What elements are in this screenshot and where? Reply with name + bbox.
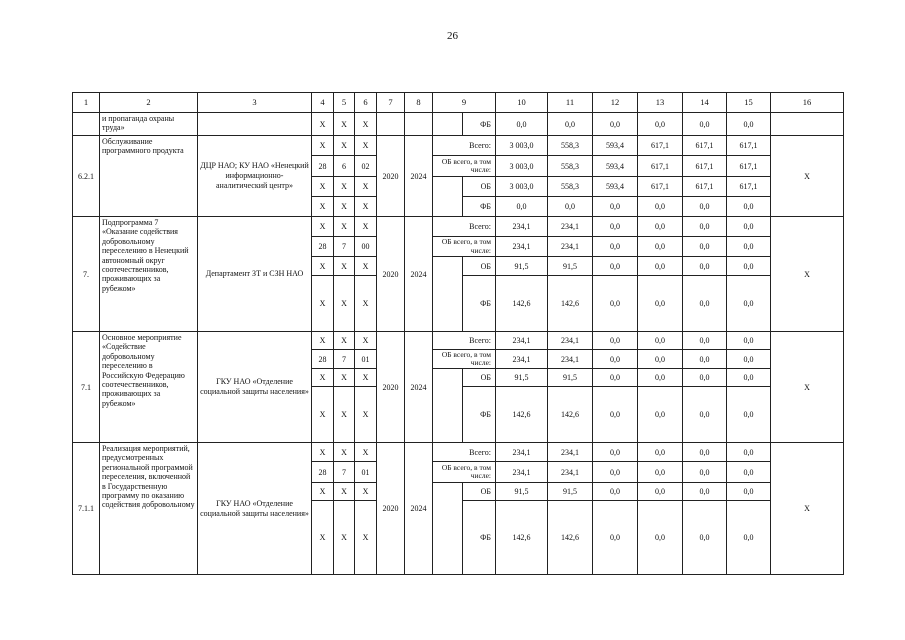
cell-source: ФБ <box>463 387 496 443</box>
cell-source: ФБ <box>463 276 496 332</box>
cell-c5: 6 <box>334 156 355 177</box>
table-row <box>73 217 844 237</box>
cell-value: 0,0 <box>683 501 727 575</box>
cell-c4: Х <box>312 136 334 156</box>
cell-num: 7.1 <box>73 332 100 443</box>
cell-blank <box>433 369 463 443</box>
cell-value: 234,1 <box>496 332 548 350</box>
cell-c5: 7 <box>334 462 355 483</box>
cell-c6: Х <box>355 387 377 443</box>
cell-value: 558,3 <box>548 156 593 177</box>
cell-value: 0,0 <box>683 483 727 501</box>
cell-value: 0,0 <box>727 443 771 462</box>
cell-value: 0,0 <box>548 197 593 217</box>
header-cell: 6 <box>355 93 377 113</box>
cell-value: 0,0 <box>638 217 683 237</box>
cell-c4: Х <box>312 501 334 575</box>
cell-value: 0,0 <box>683 350 727 369</box>
header-cell: 7 <box>377 93 405 113</box>
cell-value: 0,0 <box>638 237 683 257</box>
cell-value: 617,1 <box>727 136 771 156</box>
cell-c6: Х <box>355 257 377 276</box>
cell-value: 0,0 <box>593 483 638 501</box>
cell-value: 0,0 <box>727 350 771 369</box>
header-cell: 12 <box>593 93 638 113</box>
header-cell: 9 <box>433 93 496 113</box>
cell-value: 0,0 <box>683 276 727 332</box>
cell-source: ОБ всего, в том числе: <box>433 156 496 177</box>
cell-end: 2024 <box>405 443 433 575</box>
header-cell: 11 <box>548 93 593 113</box>
cell-name: Подпрограмма 7 «Оказание содействия добровольному переселению в Ненецкий автономный округ соотечественников, проживающих за рубежом» <box>100 217 198 332</box>
cell-value: 0,0 <box>638 332 683 350</box>
cell-source: Всего: <box>433 217 496 237</box>
cell-c6: Х <box>355 483 377 501</box>
cell-c6: Х <box>355 217 377 237</box>
cell-source: ФБ <box>463 113 496 136</box>
cell-value: 142,6 <box>496 387 548 443</box>
cell-end <box>405 113 433 136</box>
cell-value: 0,0 <box>638 501 683 575</box>
cell-source: ОБ всего, в том числе: <box>433 462 496 483</box>
cell-c5: Х <box>334 501 355 575</box>
cell-value: 0,0 <box>727 369 771 387</box>
cell-c4: Х <box>312 217 334 237</box>
cell-executor <box>198 113 312 136</box>
cell-c4: Х <box>312 197 334 217</box>
header-row <box>73 93 844 113</box>
header-cell: 10 <box>496 93 548 113</box>
table-row <box>73 136 844 156</box>
cell-value: 0,0 <box>638 462 683 483</box>
cell-c4: Х <box>312 113 334 136</box>
cell-value: 617,1 <box>638 156 683 177</box>
cell-value: 234,1 <box>548 332 593 350</box>
cell-value: 0,0 <box>727 332 771 350</box>
cell-source: ОБ всего, в том числе: <box>433 350 496 369</box>
cell-value: 0,0 <box>727 113 771 136</box>
cell-value: 0,0 <box>496 197 548 217</box>
cell-c5: 7 <box>334 237 355 257</box>
cell-value: 617,1 <box>638 177 683 197</box>
cell-executor: ГКУ НАО «Отделение социальной защиты населения» <box>198 443 312 575</box>
cell-value: 0,0 <box>638 443 683 462</box>
budget-table <box>72 92 844 575</box>
cell-c6: Х <box>355 197 377 217</box>
cell-start: 2020 <box>377 443 405 575</box>
cell-value: 0,0 <box>638 369 683 387</box>
header-cell: 16 <box>771 93 844 113</box>
cell-value: 617,1 <box>683 177 727 197</box>
cell-value: 0,0 <box>593 276 638 332</box>
cell-value: 0,0 <box>593 217 638 237</box>
cell-value: 0,0 <box>683 237 727 257</box>
cell-value: 234,1 <box>548 237 593 257</box>
cell-c5: Х <box>334 197 355 217</box>
cell-c6: Х <box>355 177 377 197</box>
cell-c4: Х <box>312 177 334 197</box>
cell-c5: Х <box>334 443 355 462</box>
cell-value: 234,1 <box>548 462 593 483</box>
cell-name: и пропаганда охраны труда» <box>100 113 198 136</box>
cell-c4: 28 <box>312 237 334 257</box>
cell-value: 0,0 <box>683 369 727 387</box>
header-cell: 2 <box>100 93 198 113</box>
cell-c6: Х <box>355 369 377 387</box>
cell-value: 593,4 <box>593 177 638 197</box>
cell-col16: Х <box>771 332 844 443</box>
cell-value: 0,0 <box>496 113 548 136</box>
cell-c4: Х <box>312 483 334 501</box>
cell-c5: Х <box>334 332 355 350</box>
table-body <box>73 93 844 575</box>
cell-value: 0,0 <box>638 387 683 443</box>
cell-executor: Департамент ЗТ и СЗН НАО <box>198 217 312 332</box>
cell-value: 0,0 <box>593 462 638 483</box>
cell-c6: Х <box>355 443 377 462</box>
cell-end: 2024 <box>405 332 433 443</box>
cell-start: 2020 <box>377 332 405 443</box>
cell-value: 0,0 <box>727 501 771 575</box>
table-row <box>73 113 844 136</box>
cell-value: 0,0 <box>727 237 771 257</box>
cell-value: 234,1 <box>496 350 548 369</box>
cell-c4: Х <box>312 257 334 276</box>
cell-blank <box>433 257 463 332</box>
cell-value: 142,6 <box>496 501 548 575</box>
cell-value: 234,1 <box>548 443 593 462</box>
cell-value: 91,5 <box>496 257 548 276</box>
cell-value: 0,0 <box>683 113 727 136</box>
cell-blank <box>433 483 463 575</box>
cell-c6: 01 <box>355 350 377 369</box>
cell-source: Всего: <box>433 443 496 462</box>
cell-value: 0,0 <box>593 443 638 462</box>
cell-value: 593,4 <box>593 156 638 177</box>
cell-blank <box>433 177 463 217</box>
cell-c5: Х <box>334 257 355 276</box>
cell-c6: Х <box>355 332 377 350</box>
cell-col16: Х <box>771 217 844 332</box>
cell-value: 0,0 <box>593 332 638 350</box>
cell-col16: Х <box>771 136 844 217</box>
cell-c4: 28 <box>312 156 334 177</box>
cell-value: 91,5 <box>496 369 548 387</box>
cell-value: 0,0 <box>638 113 683 136</box>
cell-value: 617,1 <box>727 177 771 197</box>
cell-value: 0,0 <box>727 257 771 276</box>
cell-c5: Х <box>334 113 355 136</box>
cell-c5: Х <box>334 276 355 332</box>
cell-value: 142,6 <box>548 276 593 332</box>
cell-executor: ДЦР НАО; КУ НАО «Ненецкий информационно-аналитический центр» <box>198 136 312 217</box>
cell-value: 558,3 <box>548 177 593 197</box>
cell-value: 617,1 <box>638 136 683 156</box>
cell-c6: Х <box>355 501 377 575</box>
cell-value: 0,0 <box>727 483 771 501</box>
cell-name: Основное мероприятие «Содействие добровольному переселению в Российскую Федерацию соотечественников, проживающих за рубежом» <box>100 332 198 443</box>
cell-c6: Х <box>355 113 377 136</box>
cell-value: 0,0 <box>638 257 683 276</box>
cell-value: 234,1 <box>496 237 548 257</box>
cell-source: Всего: <box>433 332 496 350</box>
cell-start: 2020 <box>377 136 405 217</box>
cell-value: 0,0 <box>683 387 727 443</box>
cell-value: 0,0 <box>638 197 683 217</box>
header-cell: 3 <box>198 93 312 113</box>
cell-value: 0,0 <box>593 350 638 369</box>
cell-name: Обслуживание программного продукта <box>100 136 198 217</box>
cell-c6: 00 <box>355 237 377 257</box>
cell-col16: Х <box>771 443 844 575</box>
cell-source: ОБ <box>463 257 496 276</box>
cell-value: 0,0 <box>727 462 771 483</box>
cell-executor: ГКУ НАО «Отделение социальной защиты населения» <box>198 332 312 443</box>
cell-value: 0,0 <box>683 217 727 237</box>
header-cell: 15 <box>727 93 771 113</box>
cell-num: 7.1.1 <box>73 443 100 575</box>
table-row <box>73 443 844 462</box>
cell-c4: Х <box>312 369 334 387</box>
cell-source: ФБ <box>463 501 496 575</box>
cell-value: 0,0 <box>727 387 771 443</box>
cell-value: 91,5 <box>548 483 593 501</box>
cell-value: 0,0 <box>683 332 727 350</box>
cell-value: 617,1 <box>683 156 727 177</box>
header-cell: 1 <box>73 93 100 113</box>
cell-value: 91,5 <box>548 257 593 276</box>
cell-c4: 28 <box>312 462 334 483</box>
cell-c6: 01 <box>355 462 377 483</box>
cell-value: 234,1 <box>548 350 593 369</box>
cell-value: 234,1 <box>548 217 593 237</box>
cell-value: 142,6 <box>548 501 593 575</box>
cell-blank <box>433 113 463 136</box>
cell-c5: Х <box>334 136 355 156</box>
cell-c6: 02 <box>355 156 377 177</box>
cell-value: 3 003,0 <box>496 136 548 156</box>
cell-c6: Х <box>355 136 377 156</box>
cell-value: 0,0 <box>727 197 771 217</box>
cell-value: 0,0 <box>727 276 771 332</box>
cell-c4: 28 <box>312 350 334 369</box>
cell-num: 7. <box>73 217 100 332</box>
cell-num <box>73 113 100 136</box>
cell-value: 0,0 <box>593 197 638 217</box>
cell-value: 0,0 <box>593 237 638 257</box>
cell-c5: Х <box>334 483 355 501</box>
cell-source: Всего: <box>433 136 496 156</box>
cell-value: 91,5 <box>496 483 548 501</box>
cell-value: 0,0 <box>683 257 727 276</box>
cell-value: 0,0 <box>593 501 638 575</box>
cell-c5: Х <box>334 177 355 197</box>
cell-start <box>377 113 405 136</box>
cell-value: 0,0 <box>683 462 727 483</box>
cell-value: 142,6 <box>496 276 548 332</box>
header-cell: 14 <box>683 93 727 113</box>
cell-value: 234,1 <box>496 217 548 237</box>
cell-c4: Х <box>312 387 334 443</box>
cell-c4: Х <box>312 332 334 350</box>
cell-c4: Х <box>312 276 334 332</box>
page-number: 26 <box>447 30 458 42</box>
cell-value: 234,1 <box>496 462 548 483</box>
cell-value: 0,0 <box>593 257 638 276</box>
cell-c5: Х <box>334 217 355 237</box>
cell-c5: Х <box>334 387 355 443</box>
cell-end: 2024 <box>405 136 433 217</box>
cell-value: 234,1 <box>496 443 548 462</box>
header-cell: 4 <box>312 93 334 113</box>
cell-value: 0,0 <box>548 113 593 136</box>
cell-value: 0,0 <box>593 113 638 136</box>
cell-value: 3 003,0 <box>496 156 548 177</box>
cell-value: 0,0 <box>638 350 683 369</box>
cell-value: 0,0 <box>593 369 638 387</box>
cell-value: 0,0 <box>683 443 727 462</box>
cell-col16 <box>771 113 844 136</box>
cell-value: 593,4 <box>593 136 638 156</box>
cell-value: 3 003,0 <box>496 177 548 197</box>
cell-source: ОБ всего, в том числе: <box>433 237 496 257</box>
cell-num: 6.2.1 <box>73 136 100 217</box>
cell-c6: Х <box>355 276 377 332</box>
cell-source: ОБ <box>463 483 496 501</box>
table-row <box>73 332 844 350</box>
cell-value: 0,0 <box>638 483 683 501</box>
cell-value: 0,0 <box>638 276 683 332</box>
cell-c4: Х <box>312 443 334 462</box>
cell-source: ОБ <box>463 177 496 197</box>
header-cell: 13 <box>638 93 683 113</box>
cell-value: 0,0 <box>683 197 727 217</box>
cell-value: 617,1 <box>727 156 771 177</box>
header-cell: 8 <box>405 93 433 113</box>
cell-c5: Х <box>334 369 355 387</box>
cell-value: 91,5 <box>548 369 593 387</box>
cell-start: 2020 <box>377 217 405 332</box>
cell-name: Реализация мероприятий, предусмотренных региональной программой переселения, включенной в Государственную программу по оказанию содействия добровольному <box>100 443 198 575</box>
cell-value: 0,0 <box>593 387 638 443</box>
cell-source: ФБ <box>463 197 496 217</box>
header-cell: 5 <box>334 93 355 113</box>
cell-value: 142,6 <box>548 387 593 443</box>
cell-value: 0,0 <box>727 217 771 237</box>
cell-value: 558,3 <box>548 136 593 156</box>
cell-source: ОБ <box>463 369 496 387</box>
cell-c5: 7 <box>334 350 355 369</box>
cell-value: 617,1 <box>683 136 727 156</box>
cell-end: 2024 <box>405 217 433 332</box>
